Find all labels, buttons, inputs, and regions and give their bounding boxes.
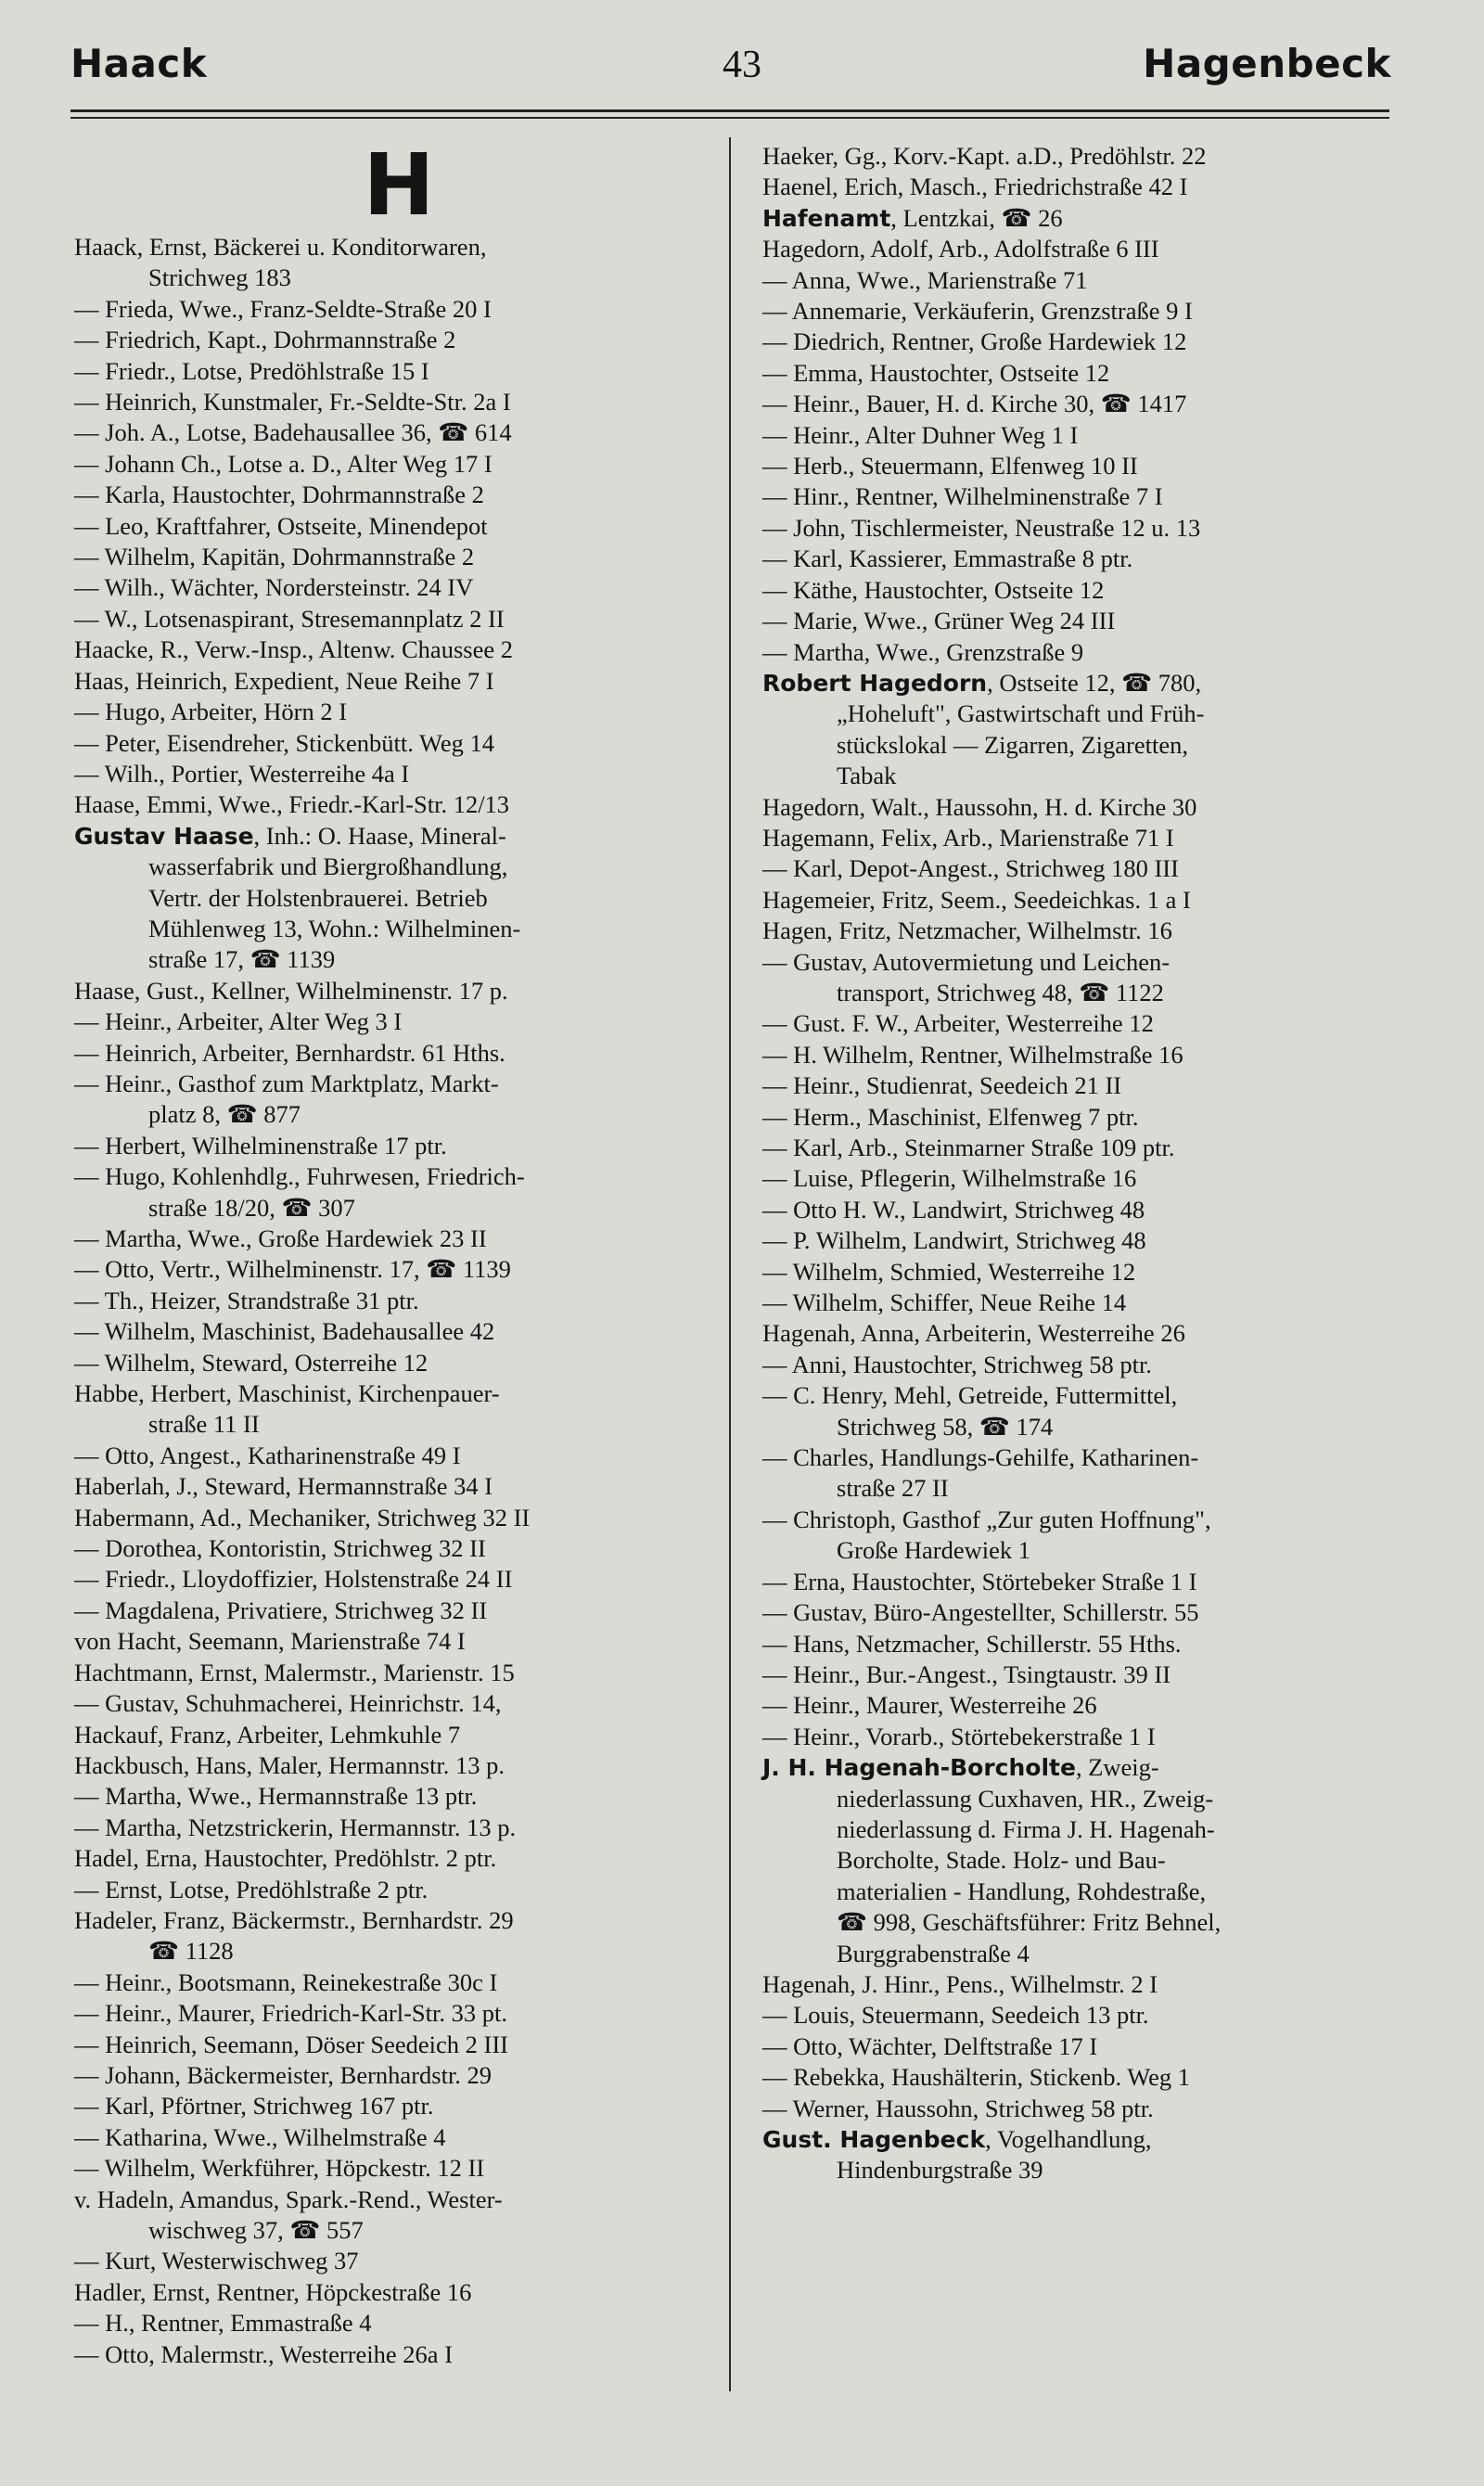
header-rule-secondary	[70, 117, 1389, 119]
directory-line: — Heinr., Maurer, Friedrich-Karl-Str. 33 pt.	[74, 1999, 507, 2028]
directory-line: — Heinr., Alter Duhner Weg 1 I	[762, 420, 1079, 449]
directory-line: — Hugo, Arbeiter, Hörn 2 I	[74, 698, 348, 726]
directory-line: — Werner, Haussohn, Strichweg 58 ptr.	[762, 2094, 1154, 2122]
directory-line: — Wilhelm, Steward, Osterreihe 12	[74, 1348, 429, 1377]
page-header	[0, 0, 1484, 111]
directory-line: — Kurt, Westerwischweg 37	[74, 2247, 359, 2275]
directory-line: — Wilhelm, Kapitän, Dohrmannstraße 2	[74, 543, 475, 571]
directory-line: Hadler, Ernst, Rentner, Höpckestraße 16	[74, 2277, 472, 2306]
directory-line: — H., Rentner, Emmastraße 4	[74, 2309, 372, 2338]
directory-line: niederlassung Cuxhaven, HR., Zweig-	[837, 1784, 1214, 1813]
directory-line: straße 11 II	[148, 1410, 260, 1439]
directory-line: Strichweg 58, ☎ 174	[837, 1412, 1054, 1441]
directory-line: — Wilhelm, Werkführer, Höpckestr. 12 II	[74, 2154, 485, 2183]
directory-line: — Otto H. W., Landwirt, Strichweg 48	[762, 1195, 1145, 1224]
directory-line: — Herb., Steuermann, Elfenweg 10 II	[762, 452, 1138, 481]
directory-line: — W., Lotsenaspirant, Stresemannplatz 2 II	[74, 604, 505, 633]
directory-line: — Heinrich, Kunstmaler, Fr.-Seldte-Str. 2a I	[74, 388, 511, 416]
directory-line: Hackbusch, Hans, Maler, Hermannstr. 13 p.	[74, 1750, 505, 1779]
directory-line: — Emma, Haustochter, Ostseite 12	[762, 358, 1110, 387]
directory-line: straße 17, ☎ 1139	[148, 945, 336, 974]
directory-line: — Hans, Netzmacher, Schillerstr. 55 Hths.	[762, 1629, 1182, 1658]
directory-line: — Wilhelm, Schmied, Westerreihe 12	[762, 1257, 1136, 1286]
directory-line: — Martha, Wwe., Hermannstraße 13 ptr.	[74, 1782, 478, 1811]
directory-line: Haeker, Gg., Korv.-Kapt. a.D., Predöhlstr. 22	[762, 142, 1207, 170]
directory-line: — Karl, Pförtner, Strichweg 167 ptr.	[74, 2092, 434, 2121]
directory-line: — Anna, Wwe., Marienstraße 71	[762, 265, 1088, 294]
directory-line: — Hugo, Kohlenhdlg., Fuhrwesen, Friedrich-	[74, 1162, 525, 1191]
directory-line: Hadel, Erna, Haustochter, Predöhlstr. 2 ptr.	[74, 1844, 497, 1873]
directory-line: — Dorothea, Kontoristin, Strichweg 32 II	[74, 1534, 486, 1563]
directory-line: — Peter, Eisendreher, Stickenbütt. Weg 14	[74, 728, 495, 757]
directory-line: — Käthe, Haustochter, Ostseite 12	[762, 575, 1105, 604]
directory-line: — Diedrich, Rentner, Große Hardewiek 12	[762, 327, 1187, 356]
directory-line: — Rebekka, Haushälterin, Stickenb. Weg 1	[762, 2063, 1191, 2092]
directory-line: Gustav Haase, Inh.: O. Haase, Mineral-	[74, 821, 506, 850]
directory-line: — Christoph, Gasthof „Zur guten Hoffnung",	[762, 1505, 1211, 1533]
directory-line: — Otto, Wächter, Delftstraße 17 I	[762, 2031, 1098, 2060]
directory-line: — Heinr., Vorarb., Störtebekerstraße 1 I	[762, 1722, 1156, 1750]
directory-line: — Leo, Kraftfahrer, Ostseite, Minendepot	[74, 511, 488, 540]
directory-line: — Frieda, Wwe., Franz-Seldte-Straße 20 I	[74, 294, 492, 323]
directory-line: — P. Wilhelm, Landwirt, Strichweg 48	[762, 1226, 1146, 1255]
directory-line: — Otto, Vertr., Wilhelminenstr. 17, ☎ 1139	[74, 1255, 511, 1284]
directory-line: — Gust. F. W., Arbeiter, Westerreihe 12	[762, 1009, 1154, 1038]
directory-line: — Wilh., Portier, Westerreihe 4a I	[74, 759, 410, 788]
directory-line: — Friedr., Lloydoffizier, Holstenstraße 24 II	[74, 1565, 513, 1594]
directory-line: straße 27 II	[837, 1474, 949, 1503]
directory-line: — Luise, Pflegerin, Wilhelmstraße 16	[762, 1164, 1137, 1193]
directory-line: — Katharina, Wwe., Wilhelmstraße 4	[74, 2122, 446, 2151]
header-rule	[70, 109, 1389, 112]
directory-line: — Martha, Wwe., Grenzstraße 9	[762, 637, 1084, 666]
directory-line: — Louis, Steuermann, Seedeich 13 ptr.	[762, 2001, 1149, 2030]
directory-line: Hafenamt, Lentzkai, ☎ 26	[762, 203, 1063, 232]
directory-line: — Wilh., Wächter, Nordersteinstr. 24 IV	[74, 573, 474, 602]
header-right-keyword: Hagenbeck	[1143, 41, 1391, 86]
directory-line: Haase, Gust., Kellner, Wilhelminenstr. 17 p.	[74, 976, 508, 1005]
directory-line: — Heinr., Bauer, H. d. Kirche 30, ☎ 1417	[762, 390, 1187, 418]
column-divider	[729, 137, 731, 2391]
directory-line: Große Hardewiek 1	[837, 1536, 1030, 1565]
directory-line: transport, Strichweg 48, ☎ 1122	[837, 978, 1164, 1006]
directory-line: — John, Tischlermeister, Neustraße 12 u. 13	[762, 513, 1201, 542]
directory-line: Haack, Ernst, Bäckerei u. Konditorwaren,	[74, 233, 487, 261]
directory-line: Hagemann, Felix, Arb., Marienstraße 71 I	[762, 823, 1174, 852]
directory-line: Hagen, Fritz, Netzmacher, Wilhelmstr. 16	[762, 916, 1172, 945]
directory-line: ☎ 998, Geschäftsführer: Fritz Behnel,	[837, 1908, 1222, 1937]
right-column	[762, 141, 1412, 2186]
directory-line: von Hacht, Seemann, Marienstraße 74 I	[74, 1627, 466, 1656]
directory-line: Habbe, Herbert, Maschinist, Kirchenpauer-	[74, 1379, 500, 1408]
directory-line: — Karla, Haustochter, Dohrmannstraße 2	[74, 481, 484, 509]
directory-line: — H. Wilhelm, Rentner, Wilhelmstraße 16	[762, 1040, 1183, 1069]
directory-line: — Charles, Handlungs-Gehilfe, Katharinen-	[762, 1443, 1199, 1472]
directory-line: ☎ 1128	[148, 1937, 234, 1966]
directory-line: — Herm., Maschinist, Elfenweg 7 ptr.	[762, 1102, 1139, 1131]
directory-line: Hagedorn, Walt., Haussohn, H. d. Kirche 30	[762, 792, 1197, 821]
left-column-entries	[74, 232, 723, 2370]
directory-line: — Karl, Arb., Steinmarner Straße 109 ptr.	[762, 1134, 1175, 1161]
directory-line: — Heinr., Bootsmann, Reinekestraße 30c I	[74, 1967, 498, 1996]
directory-line: wasserfabrik und Biergroßhandlung,	[148, 852, 508, 881]
directory-line: Strichweg 183	[148, 263, 291, 292]
directory-line: Burggrabenstraße 4	[837, 1939, 1030, 1967]
page-number: 43	[723, 44, 761, 86]
directory-line: Borcholte, Stade. Holz- und Bau-	[837, 1846, 1166, 1875]
directory-line: Gust. Hagenbeck, Vogelhandlung,	[762, 2125, 1152, 2153]
directory-line: Haberlah, J., Steward, Hermannstraße 34 I	[74, 1472, 493, 1501]
directory-line: Tabak	[837, 762, 897, 790]
directory-line: Haacke, R., Verw.-Insp., Altenw. Chaussee 2	[74, 635, 513, 664]
directory-line: materialien - Handlung, Rohdestraße,	[837, 1877, 1207, 1905]
directory-line: — C. Henry, Mehl, Getreide, Futtermittel,	[762, 1381, 1178, 1410]
directory-line: — Marie, Wwe., Grüner Weg 24 III	[762, 607, 1116, 635]
directory-line: — Wilhelm, Maschinist, Badehausallee 42	[74, 1317, 495, 1346]
directory-line: — Gustav, Schuhmacherei, Heinrichstr. 14,	[74, 1689, 502, 1718]
directory-line: — Heinrich, Seemann, Döser Seedeich 2 III	[74, 2030, 509, 2058]
header-left-keyword: Haack	[70, 41, 208, 86]
directory-line: Hachtmann, Ernst, Malermstr., Marienstr. 15	[74, 1658, 515, 1686]
directory-line: Mühlenweg 13, Wohn.: Wilhelminen-	[148, 914, 521, 942]
directory-line: — Martha, Wwe., Große Hardewiek 23 II	[74, 1224, 487, 1252]
directory-line: — Martha, Netzstrickerin, Hermannstr. 13 p.	[74, 1813, 517, 1841]
directory-line: platz 8, ☎ 877	[148, 1100, 301, 1129]
directory-line: — Heinr., Maurer, Westerreihe 26	[762, 1691, 1097, 1720]
directory-line: — Herbert, Wilhelminenstraße 17 ptr.	[74, 1131, 447, 1160]
directory-line: — Wilhelm, Schiffer, Neue Reihe 14	[762, 1288, 1127, 1317]
directory-line: — Joh. A., Lotse, Badehausallee 36, ☎ 614	[74, 418, 512, 447]
directory-line: Habermann, Ad., Mechaniker, Strichweg 32 II	[74, 1503, 531, 1531]
directory-line: v. Hadeln, Amandus, Spark.-Rend., Wester-	[74, 2185, 503, 2213]
directory-line: niederlassung d. Firma J. H. Hagenah-	[837, 1814, 1215, 1843]
directory-line: J. H. Hagenah-Borcholte, Zweig-	[762, 1753, 1159, 1782]
directory-line: Haenel, Erich, Masch., Friedrichstraße 42 I	[762, 173, 1188, 201]
directory-line: stückslokal — Zigarren, Zigaretten,	[837, 730, 1188, 759]
directory-line: — Ernst, Lotse, Predöhlstraße 2 ptr.	[74, 1875, 429, 1903]
directory-line: — Heinr., Arbeiter, Alter Weg 3 I	[74, 1007, 403, 1036]
directory-line: — Anni, Haustochter, Strichweg 58 ptr.	[762, 1350, 1152, 1378]
directory-line: Hackauf, Franz, Arbeiter, Lehmkuhle 7	[74, 1720, 461, 1749]
directory-line: Hagemeier, Fritz, Seem., Seedeichkas. 1 a I	[762, 885, 1191, 914]
directory-line: Haas, Heinrich, Expedient, Neue Reihe 7 I	[74, 666, 494, 695]
directory-line: Hagenah, Anna, Arbeiterin, Westerreihe 26	[762, 1319, 1185, 1348]
directory-line: — Friedr., Lotse, Predöhlstraße 15 I	[74, 356, 429, 385]
directory-line: — Friedrich, Kapt., Dohrmannstraße 2	[74, 326, 456, 354]
section-letter: H	[363, 135, 435, 235]
directory-line: Haase, Emmi, Wwe., Friedr.-Karl-Str. 12/13	[74, 790, 510, 819]
directory-line: — Karl, Depot-Angest., Strichweg 180 III	[762, 854, 1179, 883]
directory-line: — Annemarie, Verkäuferin, Grenzstraße 9 I	[762, 297, 1193, 326]
directory-line: Hadeler, Franz, Bäckermstr., Bernhardstr. 29	[74, 1905, 514, 1934]
directory-line: Hagedorn, Adolf, Arb., Adolfstraße 6 III	[762, 235, 1159, 263]
directory-line: — Heinrich, Arbeiter, Bernhardstr. 61 Hths.	[74, 1038, 505, 1067]
right-column-entries	[762, 141, 1412, 2186]
directory-line: — Otto, Malermstr., Westerreihe 26a I	[74, 2339, 454, 2368]
directory-line: — Hinr., Rentner, Wilhelminenstraße 7 I	[762, 482, 1163, 511]
directory-line: — Gustav, Büro-Angestellter, Schillerstr. 55	[762, 1598, 1199, 1627]
directory-line: straße 18/20, ☎ 307	[148, 1193, 355, 1222]
directory-line: — Karl, Kassierer, Emmastraße 8 ptr.	[762, 545, 1133, 573]
directory-line: — Johann Ch., Lotse a. D., Alter Weg 17 I	[74, 449, 493, 478]
directory-line: „Hoheluft", Gastwirtschaft und Früh-	[837, 699, 1205, 728]
directory-line: — Magdalena, Privatiere, Strichweg 32 II	[74, 1595, 488, 1624]
directory-line: Hagenah, J. Hinr., Pens., Wilhelmstr. 2 I	[762, 1969, 1158, 1998]
directory-line: — Th., Heizer, Strandstraße 31 ptr.	[74, 1286, 419, 1314]
left-column	[74, 135, 723, 2370]
directory-line: — Heinr., Studienrat, Seedeich 21 II	[762, 1071, 1122, 1100]
directory-line: — Heinr., Gasthof zum Marktplatz, Markt-	[74, 1069, 499, 1097]
directory-line: — Otto, Angest., Katharinenstraße 49 I	[74, 1441, 461, 1469]
directory-line: — Heinr., Bur.-Angest., Tsingtaustr. 39 II	[762, 1659, 1171, 1688]
directory-line: Robert Hagedorn, Ostseite 12, ☎ 780,	[762, 668, 1202, 697]
directory-line: — Gustav, Autovermietung und Leichen-	[762, 947, 1171, 976]
directory-line: — Johann, Bäckermeister, Bernhardstr. 29	[74, 2060, 493, 2089]
directory-line: Vertr. der Holstenbrauerei. Betrieb	[148, 883, 488, 912]
directory-line: — Erna, Haustochter, Störtebeker Straße 1 I	[762, 1567, 1197, 1595]
directory-line: wischweg 37, ☎ 557	[148, 2216, 364, 2244]
directory-line: Hindenburgstraße 39	[837, 2156, 1043, 2185]
